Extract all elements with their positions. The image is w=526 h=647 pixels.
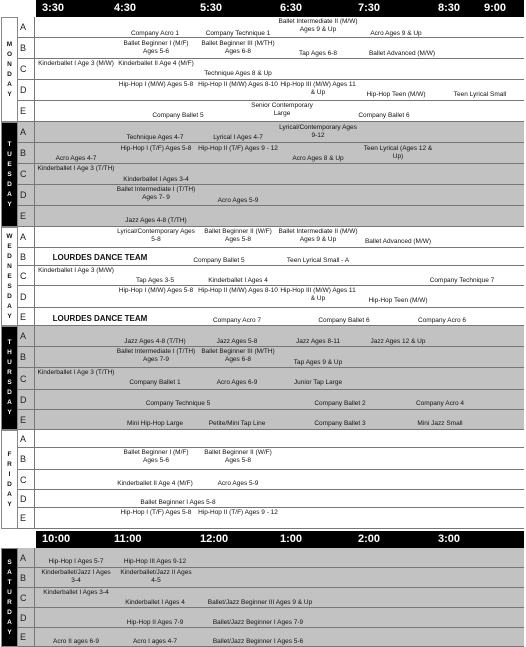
class-entry: Acro Ages 8 & Up bbox=[292, 155, 344, 162]
class-entry: Company Acro 1 bbox=[130, 30, 180, 37]
class-entry: Hip-Hop III Ages 9-12 bbox=[123, 558, 187, 565]
class-entry: Ballet Beginner I Ages 5-8 bbox=[140, 499, 216, 506]
schedule-row: C bbox=[18, 164, 524, 185]
day-label-saturday: S A T U R D A Y bbox=[1, 548, 18, 647]
schedule-row: D bbox=[18, 286, 524, 308]
time-header-cell: 5:30 bbox=[200, 2, 223, 14]
schedule-row: E bbox=[18, 206, 524, 227]
class-entry: Tap Ages 9 & Up bbox=[293, 359, 343, 366]
class-entry: Company Ballet 5 bbox=[152, 112, 204, 119]
day-label-wednesday: W E D N E S D A Y bbox=[1, 227, 18, 326]
class-entry: Hip-Hop I (M/W) Ages 5-8 bbox=[118, 287, 194, 294]
class-entry: Lyrical I Ages 4-7 bbox=[213, 134, 263, 141]
class-entry: Company Technique 7 bbox=[429, 277, 495, 284]
class-entry: Acro Ages 4-7 bbox=[55, 155, 97, 162]
class-entry: Tap Ages 3-5 bbox=[136, 277, 174, 284]
time-header-cell: 3:00 bbox=[438, 533, 461, 545]
class-entry: Ballet/Jazz Beginner I Ages 5-6 bbox=[212, 638, 304, 645]
class-entry: Technique Ages 8 & Up bbox=[204, 70, 272, 77]
class-entry: Petite/Mini Tap Line bbox=[208, 420, 266, 427]
schedule-row: C bbox=[18, 470, 524, 490]
schedule-row: B bbox=[18, 248, 524, 266]
class-entry: Acro Ages 6-9 bbox=[216, 379, 258, 386]
time-header-cell: 10:00 bbox=[42, 533, 71, 545]
class-entry: Hip-Hop II (T/F) Ages 9 - 12 bbox=[198, 509, 278, 516]
class-entry: Teen Lyrical Small bbox=[453, 91, 507, 98]
class-entry: Mini Hip-Hop Large bbox=[127, 420, 183, 427]
schedule-row: E bbox=[18, 410, 524, 430]
letter-column-divider bbox=[34, 17, 35, 529]
schedule-row: D bbox=[18, 608, 524, 628]
schedule-row: E bbox=[18, 308, 524, 326]
class-entry: Company Ballet 6 bbox=[318, 317, 370, 324]
class-entry: Ballet Advanced (M/W) bbox=[364, 238, 432, 245]
class-entry: Hip-Hop III (M/W) Ages 11 & Up bbox=[280, 81, 356, 96]
class-entry: Kinderballet I Ages 3-4 bbox=[43, 589, 109, 596]
class-entry: Jazz Ages 4-8 (T/TH) bbox=[124, 338, 186, 345]
schedule-row: C bbox=[18, 266, 524, 286]
schedule-row: B bbox=[18, 568, 524, 588]
class-entry: Company Technique 5 bbox=[145, 400, 211, 407]
class-entry: Ballet/Jazz Beginner III Ages 9 & Up bbox=[207, 599, 313, 606]
class-entry: Ballet Intermediate II (M/W) Ages 9 & Up bbox=[278, 18, 358, 33]
schedule-row: A bbox=[18, 17, 524, 38]
schedule-row: A bbox=[18, 227, 524, 248]
class-entry: Kinderballet I Ages 4 bbox=[208, 277, 268, 284]
schedule-row: B bbox=[18, 448, 524, 470]
class-entry: Technique Ages 4-7 bbox=[126, 134, 184, 141]
schedule-row: E bbox=[18, 508, 524, 529]
class-entry: LOURDES DANCE TEAM bbox=[52, 253, 148, 262]
class-entry: Ballet Beginner III (M/TH) Ages 6-8 bbox=[201, 348, 275, 363]
schedule-row: B bbox=[18, 38, 524, 59]
schedule-row: C bbox=[18, 368, 524, 390]
class-entry: Ballet Beginner I (M/F) Ages 5-6 bbox=[123, 449, 189, 464]
class-entry: Lyrical/Contemporary Ages 5-8 bbox=[117, 228, 195, 243]
class-entry: Hip-Hop Teen (M/W) bbox=[366, 91, 426, 98]
schedule-row: A bbox=[18, 548, 524, 568]
schedule-row: E bbox=[18, 628, 524, 647]
class-entry: Acro Ages 9 & Up bbox=[370, 30, 422, 37]
class-entry: Jazz Ages 8-11 bbox=[296, 338, 340, 345]
class-entry: Junior Tap Large bbox=[293, 379, 343, 386]
time-header-cell: 12:00 bbox=[200, 533, 229, 545]
class-entry: Company Ballet 1 bbox=[129, 379, 181, 386]
class-entry: Company Ballet 5 bbox=[193, 257, 245, 264]
class-entry: Jazz Ages 12 & Up bbox=[370, 338, 426, 345]
schedule-row: D bbox=[18, 390, 524, 410]
class-entry: Hip-Hop I Ages 5-7 bbox=[48, 558, 104, 565]
class-entry: Acro I ages 4-7 bbox=[132, 638, 178, 645]
class-entry: Kinderballet I Age 3 (M/W) bbox=[38, 267, 114, 274]
weekday-time-header bbox=[36, 0, 524, 17]
class-entry: Acro II ages 6-9 bbox=[53, 638, 99, 645]
class-entry: Hip-Hop I (M/W) Ages 5-8 bbox=[118, 81, 194, 88]
schedule-row: A bbox=[18, 122, 524, 143]
class-entry: Kinderballet/Jazz II Ages 4-5 bbox=[120, 569, 192, 584]
time-header-cell: 2:00 bbox=[358, 533, 381, 545]
schedule-row: C bbox=[18, 59, 524, 80]
day-label-monday: M O N D A Y bbox=[1, 17, 18, 122]
class-entry: Ballet Intermediate I (T/TH) Ages 7-9 bbox=[116, 348, 196, 363]
class-entry: LOURDES DANCE TEAM bbox=[52, 314, 148, 323]
class-entry: Hip-Hop II (M/W) Ages 8-10 bbox=[198, 81, 278, 88]
class-entry: Acro Ages 5-9 bbox=[217, 197, 259, 204]
class-entry: Hip-Hop II (M/W) Ages 8-10 bbox=[198, 287, 278, 294]
class-entry: Tap Ages 6-8 bbox=[299, 50, 337, 57]
schedule-row: B bbox=[18, 143, 524, 164]
class-entry: Kinderballet/Jazz I Ages 3-4 bbox=[41, 569, 111, 584]
schedule-row: A bbox=[18, 430, 524, 448]
schedule-row: D bbox=[18, 185, 524, 206]
day-label-friday: F R I D A Y bbox=[1, 430, 18, 529]
class-entry: Ballet Beginner I (M/F) Ages 5-6 bbox=[123, 40, 189, 55]
class-entry: Kinderballet I Age 3 (T/TH) bbox=[37, 165, 115, 172]
time-header-cell: 7:30 bbox=[358, 2, 381, 14]
class-entry: Lyrical/Contemporary Ages 9-12 bbox=[279, 124, 357, 139]
class-entry: Company Ballet 6 bbox=[358, 112, 410, 119]
schedule-row: A bbox=[18, 326, 524, 347]
class-entry: Kinderballet I Ages 4 bbox=[125, 599, 185, 606]
class-entry: Company Ballet 2 bbox=[314, 400, 366, 407]
schedule-row: B bbox=[18, 347, 524, 368]
class-entry: Kinderballet I Age 3 (M/W) bbox=[38, 60, 114, 67]
class-entry: Company Acro 7 bbox=[212, 317, 262, 324]
class-entry: Company Ballet 3 bbox=[314, 420, 366, 427]
class-entry: Kinderballet I Age 3 (T/TH) bbox=[37, 369, 115, 376]
class-entry: Hip-Hop III (M/W) Ages 11 & Up bbox=[280, 287, 356, 302]
class-entry: Acro Ages 5-9 bbox=[217, 480, 259, 487]
time-header-cell: 1:00 bbox=[280, 533, 303, 545]
class-entry: Hip-Hop Teen (M/W) bbox=[368, 297, 428, 304]
class-entry: Hip-Hop II (T/F) Ages 9 - 12 bbox=[198, 145, 278, 152]
class-entry: Hip-Hop I (T/F) Ages 5-8 bbox=[120, 145, 192, 152]
class-entry: Ballet Intermediate I (T/TH) Ages 7- 9 bbox=[116, 186, 196, 201]
class-entry: Jazz Ages 4-8 (T/TH) bbox=[125, 217, 187, 224]
schedule-row: D bbox=[18, 490, 524, 508]
class-entry: Jazz Ages 5-8 bbox=[216, 338, 258, 345]
letter-column-divider bbox=[34, 548, 35, 647]
class-entry: Ballet Advanced (M/W) bbox=[368, 50, 436, 57]
class-entry: Ballet Beginner III (M/TH) Ages 6-8 bbox=[201, 40, 275, 55]
time-header-cell: 9:00 bbox=[484, 2, 507, 14]
class-entry: Teen Lyrical Small - A bbox=[286, 257, 350, 264]
schedule-row: D bbox=[18, 80, 524, 101]
class-entry: Kinderballet I Ages 3-4 bbox=[123, 176, 189, 183]
time-header-cell: 6:30 bbox=[280, 2, 303, 14]
class-entry: Company Technique 1 bbox=[205, 30, 271, 37]
class-entry: Senior Contemporary Large bbox=[251, 102, 313, 117]
class-entry: Ballet/Jazz Beginner I Ages 7-9 bbox=[212, 619, 304, 626]
class-entry: Company Acro 6 bbox=[417, 317, 467, 324]
class-entry: Kinderballet II Age 4 (M/F) bbox=[117, 480, 193, 487]
time-header-cell: 11:00 bbox=[114, 533, 142, 545]
class-entry: Kinderballet II Age 4 (M/F) bbox=[118, 60, 194, 67]
time-header-cell: 4:30 bbox=[114, 2, 137, 14]
class-entry: Hip-Hop I (T/F) Ages 5-8 bbox=[120, 509, 192, 516]
day-label-tuesday: T U E S D A Y bbox=[1, 122, 18, 227]
class-entry: Ballet Intermediate II (M/W) Ages 9 & Up bbox=[278, 228, 358, 243]
class-entry: Mini Jazz Small bbox=[417, 420, 463, 427]
time-header-cell: 3:30 bbox=[42, 2, 65, 14]
class-entry: Company Acro 4 bbox=[415, 400, 465, 407]
time-header-cell: 8:30 bbox=[438, 2, 461, 14]
class-entry: Ballet Beginner II (W/F) Ages 5-8 bbox=[204, 228, 272, 243]
class-entry: Ballet Beginner II (W/F) Ages 5-8 bbox=[204, 449, 272, 464]
schedule-row: C bbox=[18, 588, 524, 608]
class-entry: Teen Lyrical (Ages 12 & Up) bbox=[363, 145, 433, 160]
day-label-thursday: T H U R S D A Y bbox=[1, 326, 18, 430]
class-entry: Hip-Hop II Ages 7-9 bbox=[126, 619, 184, 626]
saturday-time-header bbox=[36, 531, 524, 548]
schedule-row: E bbox=[18, 101, 524, 122]
